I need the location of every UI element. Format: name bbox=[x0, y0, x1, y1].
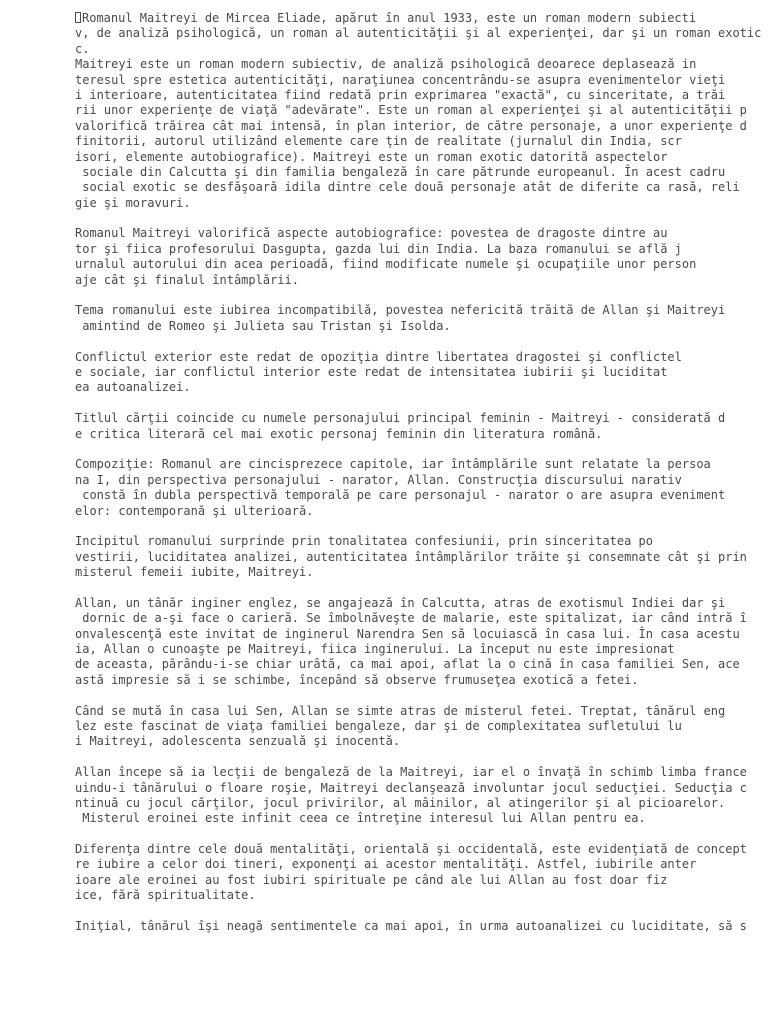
text-line: Conflictul exterior este redat de opoziţia dintre libertatea dragostei şi conflictel bbox=[75, 349, 682, 364]
text-line: Incipitul romanului surprinde prin tonalitatea confesiunii, prin sinceritatea po bbox=[75, 534, 653, 549]
paragraph-lessons bbox=[75, 765, 768, 827]
text-line: teresul spre estetica autenticităţi, naraţiunea concentrându-se asupra evenimentelor vieţi bbox=[75, 72, 726, 87]
text-line: elor: contemporană şi ulterioară. bbox=[75, 503, 314, 518]
paragraph-allan-arrival bbox=[75, 596, 768, 688]
text-line: re iubire a celor doi tineri, exponenţi ai acestor mentalităţi. Astfel, iubirile anter bbox=[75, 857, 697, 872]
text-line: i Maitreyi, adolescenta senzuală şi inocentă. bbox=[75, 734, 401, 749]
text-line: misterul femeii iubite, Maitreyi. bbox=[75, 565, 314, 580]
text-line: i interioare, autenticitatea fiind redată prin exprimarea "exactă", cu sinceritate, a trăi bbox=[75, 87, 726, 102]
paragraph-mentalities bbox=[75, 842, 768, 904]
text-line: Misterul eroinei este infinit ceea ce întreţine interesul lui Allan pentru ea. bbox=[75, 811, 646, 826]
text-line: onvalescenţă este invitat de inginerul Narendra Sen să locuiască în casa lui. În casa acestu bbox=[75, 626, 740, 641]
text-line: Romanul Maitreyi valorifică aspecte autobiografice: povestea de dragoste dintre au bbox=[75, 226, 668, 241]
text-line: ice, fără spiritualitate. bbox=[75, 888, 256, 903]
text-line: na I, din perspectiva personajului - narator, Allan. Construcţia discursului narativ bbox=[75, 472, 682, 487]
text-line: Allan începe să ia lecţii de bengaleză de la Maitreyi, iar el o învaţă în schimb limba france bbox=[75, 765, 747, 780]
text-line: sociale din Calcutta şi din familia bengaleză în care pătrunde europeanul. În acest cadru bbox=[75, 164, 726, 179]
text-line: Allan, un tânăr inginer englez, se angajează în Calcutta, atras de exotismul Indiei dar şi bbox=[75, 595, 726, 610]
paragraph-denial bbox=[75, 919, 768, 934]
paragraph-incipit bbox=[75, 534, 768, 580]
text-line: ia, Allan o cunoaşte pe Maitreyi, fiica inginerului. La început nu este impresionat bbox=[75, 642, 675, 657]
text-line: e sociale, iar conflictul interior este redat de intensitatea iubirii şi luciditat bbox=[75, 364, 668, 379]
text-line: ntinuă cu jocul cărţilor, jocul privirilor, al mâinilor, al atingerilor şi al picioarelor. bbox=[75, 795, 726, 810]
paragraph-introduction bbox=[75, 11, 768, 211]
text-line: de aceasta, părându-i-se chiar urâtă, ca mai apoi, aflat la o cină în casa familiei Sen, ace bbox=[75, 657, 740, 672]
text-line: v, de analiză psihologică, un roman al autenticităţii şi al experienţei, dar şi un roman exotic bbox=[75, 26, 762, 41]
text-line: c. bbox=[75, 41, 90, 56]
text-line: gie şi moravuri. bbox=[75, 195, 191, 210]
text-line: rii unor experienţe de viaţă "adevărate". Este un roman al experienţei şi al autenticităţii p bbox=[75, 103, 747, 118]
text-line: isori, elemente autobiografice). Maitreyi este un roman exotic datorită aspectelor bbox=[75, 149, 668, 164]
text-line: tor şi fiica profesorului Dasgupta, gazda lui din India. La baza romanului se află j bbox=[75, 241, 682, 256]
text-line: constă în dubla perspectivă temporală pe care personajul - narator o are asupra eveniment bbox=[75, 488, 726, 503]
text-line: ea autoanalizei. bbox=[75, 380, 191, 395]
text-line: Maitreyi este un roman modern subiectiv, de analiză psihologică deoarece deplasează in bbox=[75, 57, 697, 72]
text-line: aje cât şi finalul întâmplării. bbox=[75, 272, 299, 287]
text-line: Romanul Maitreyi de Mircea Eliade, apărut în anul 1933, este un roman modern subiecti bbox=[75, 11, 768, 26]
text-line: Titlul cărţii coincide cu numele personajului principal feminin - Maitreyi - considerată d bbox=[75, 411, 726, 426]
missing-glyph-icon bbox=[75, 12, 81, 23]
text-line: lez este fascinat de viaţa familiei bengaleze, dar şi de complexitatea sufletului lu bbox=[75, 718, 682, 733]
text-line: Iniţial, tânărul îşi neagă sentimentele ca mai apoi, în urma autoanalizei cu luciditate, să s bbox=[75, 919, 747, 934]
document-page bbox=[75, 11, 768, 950]
paragraph-autobiographical bbox=[75, 226, 768, 288]
paragraph-moving-in bbox=[75, 704, 768, 750]
text-line: ioare ale eroinei au fost iubiri spirituale pe când ale lui Allan au fost doar fiz bbox=[75, 872, 668, 887]
paragraph-conflict bbox=[75, 350, 768, 396]
paragraph-composition bbox=[75, 457, 768, 519]
text-line: urnalul autorului din acea perioadă, fiind modificate numele şi ocupaţiile unor person bbox=[75, 257, 697, 272]
text-line: valorifică trăirea cât mai intensă, în plan interior, de către personaje, a unor experienţe d bbox=[75, 118, 747, 133]
text-line: astă impresie să i se schimbe, începând să observe frumuseţea exotică a fetei. bbox=[75, 672, 639, 687]
text-line: Compoziţie: Romanul are cincisprezece capitole, iar întâmplările sunt relatate la persoa bbox=[75, 457, 711, 472]
text-line: dornic de a-şi face o carieră. Se îmbolnăveşte de malarie, este spitalizat, iar când intră î bbox=[75, 611, 747, 626]
text-line: e critica literară cel mai exotic personaj feminin din literatura română. bbox=[75, 426, 603, 441]
text-line: Diferenţa dintre cele două mentalităţi, orientală şi occidentală, este evidenţiată de concept bbox=[75, 842, 747, 857]
text-line: finitorii, autorul utilizând elemente care ţin de realitate (jurnalul din India, scr bbox=[75, 134, 682, 149]
text-line: social exotic se desfăşoară idila dintre cele două personaje atât de diferite ca rasă, reli bbox=[75, 180, 740, 195]
text-line: amintind de Romeo şi Julieta sau Tristan şi Isolda. bbox=[75, 318, 451, 333]
text-line: vestirii, luciditatea analizei, autenticitatea întâmplărilor trăite şi consemnate cât şi prin bbox=[75, 549, 747, 564]
paragraph-theme bbox=[75, 303, 768, 334]
paragraph-title bbox=[75, 411, 768, 442]
text-line: Când se mută în casa lui Sen, Allan se simte atras de misterul fetei. Treptat, tânărul eng bbox=[75, 703, 726, 718]
text-line: uindu-i tânărului o floare roşie, Maitreyi declanşează involuntar jocul seducţiei. Seducţia c bbox=[75, 780, 747, 795]
text-line: Tema romanului este iubirea incompatibilă, povestea nefericită trăită de Allan şi Maitreyi bbox=[75, 303, 726, 318]
